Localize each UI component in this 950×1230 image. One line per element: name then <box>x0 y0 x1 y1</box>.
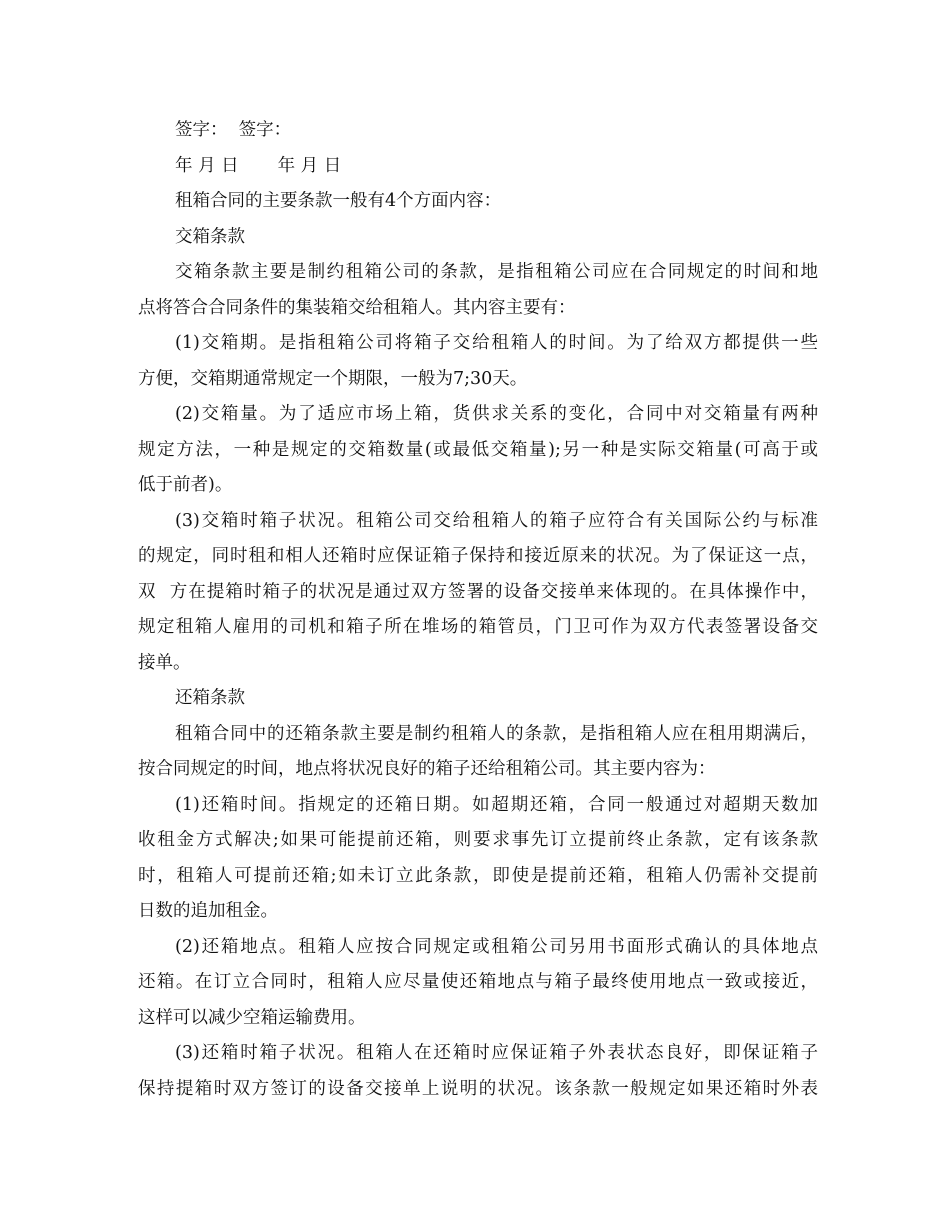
paragraph-line: 双 方在提箱时箱子的状况是通过双方签署的设备交接单来体现的。在具体操作中， <box>138 581 818 602</box>
paragraph-line: (1)还箱时间。指规定的还箱日期。如超期还箱，合同一般通过对超期天数加 <box>175 794 818 815</box>
paragraph-line: 交箱条款主要是制约租箱公司的条款，是指租箱公司应在合同规定的时间和地 <box>175 262 818 282</box>
date-line: 年 月 日 年 月 日 <box>175 155 342 176</box>
paragraph-line: 保持提箱时双方签订的设备交接单上说明的状况。该条款一般规定如果还箱时外表 <box>138 1078 818 1099</box>
paragraph-line: 规定方法，一种是规定的交箱数量(或最低交箱量);另一种是实际交箱量(可高于或 <box>138 439 818 460</box>
paragraph-line: 这样可以减少空箱运输费用。 <box>138 1007 366 1028</box>
paragraph-line: 点将答合合同条件的集装箱交给租箱人。其内容主要有： <box>138 297 576 318</box>
paragraph-line: (3)还箱时箱子状况。租箱人在还箱时应保证箱子外表状态良好，即保证箱子 <box>175 1043 818 1063</box>
paragraph-line: (2)交箱量。为了适应市场上箱，货供求关系的变化，合同中对交箱量有两种 <box>175 404 818 424</box>
paragraph-line: 租箱合同中的还箱条款主要是制约租箱人的条款，是指租箱人应在租用期满后， <box>175 723 818 744</box>
paragraph-line: (2)还箱地点。租箱人应按合同规定或租箱公司另用书面形式确认的具体地点 <box>175 936 818 957</box>
paragraph-line: 方便，交箱期通常规定一个期限，一般为7;30天。 <box>138 368 528 389</box>
paragraph-line: 低于前者)。 <box>138 475 233 495</box>
paragraph-line: 规定租箱人雇用的司机和箱子所在堆场的箱管员，门卫可作为双方代表签署设备交 <box>138 617 818 637</box>
paragraph-line: 还箱。在订立合同时，租箱人应尽量使还箱地点与箱子最终使用地点一致或接近， <box>138 972 818 992</box>
section-heading-delivery: 交箱条款 <box>175 226 245 247</box>
paragraph-line: 的规定，同时租和相人还箱时应保证箱子保持和接近原来的状况。为了保证这一点， <box>138 546 818 566</box>
document-body <box>138 113 818 1107</box>
paragraph-line: 日数的追加租金。 <box>138 901 278 921</box>
intro-paragraph: 租箱合同的主要条款一般有4个方面内容： <box>175 191 502 211</box>
paragraph-line: 按合同规定的时间，地点将状况良好的箱子还给租箱公司。其主要内容为： <box>138 759 716 779</box>
paragraph-line: 收租金方式解决;如果可能提前还箱，则要求事先订立提前终止条款，定有该条款 <box>138 830 818 850</box>
paragraph-line: (1)交箱期。是指租箱公司将箱子交给租箱人的时间。为了给双方都提供一些 <box>175 333 818 353</box>
paragraph-line: 接单。 <box>138 652 191 673</box>
paragraph-line: 时，租箱人可提前还箱;如未订立此条款，即使是提前还箱，租箱人仍需补交提前 <box>138 865 818 886</box>
paragraph-line: (3)交箱时箱子状况。租箱公司交给租箱人的箱子应符合有关国际公约与标准 <box>175 510 818 531</box>
section-heading-return: 还箱条款 <box>175 688 245 708</box>
signature-line: 签字： 签字： <box>175 120 292 140</box>
